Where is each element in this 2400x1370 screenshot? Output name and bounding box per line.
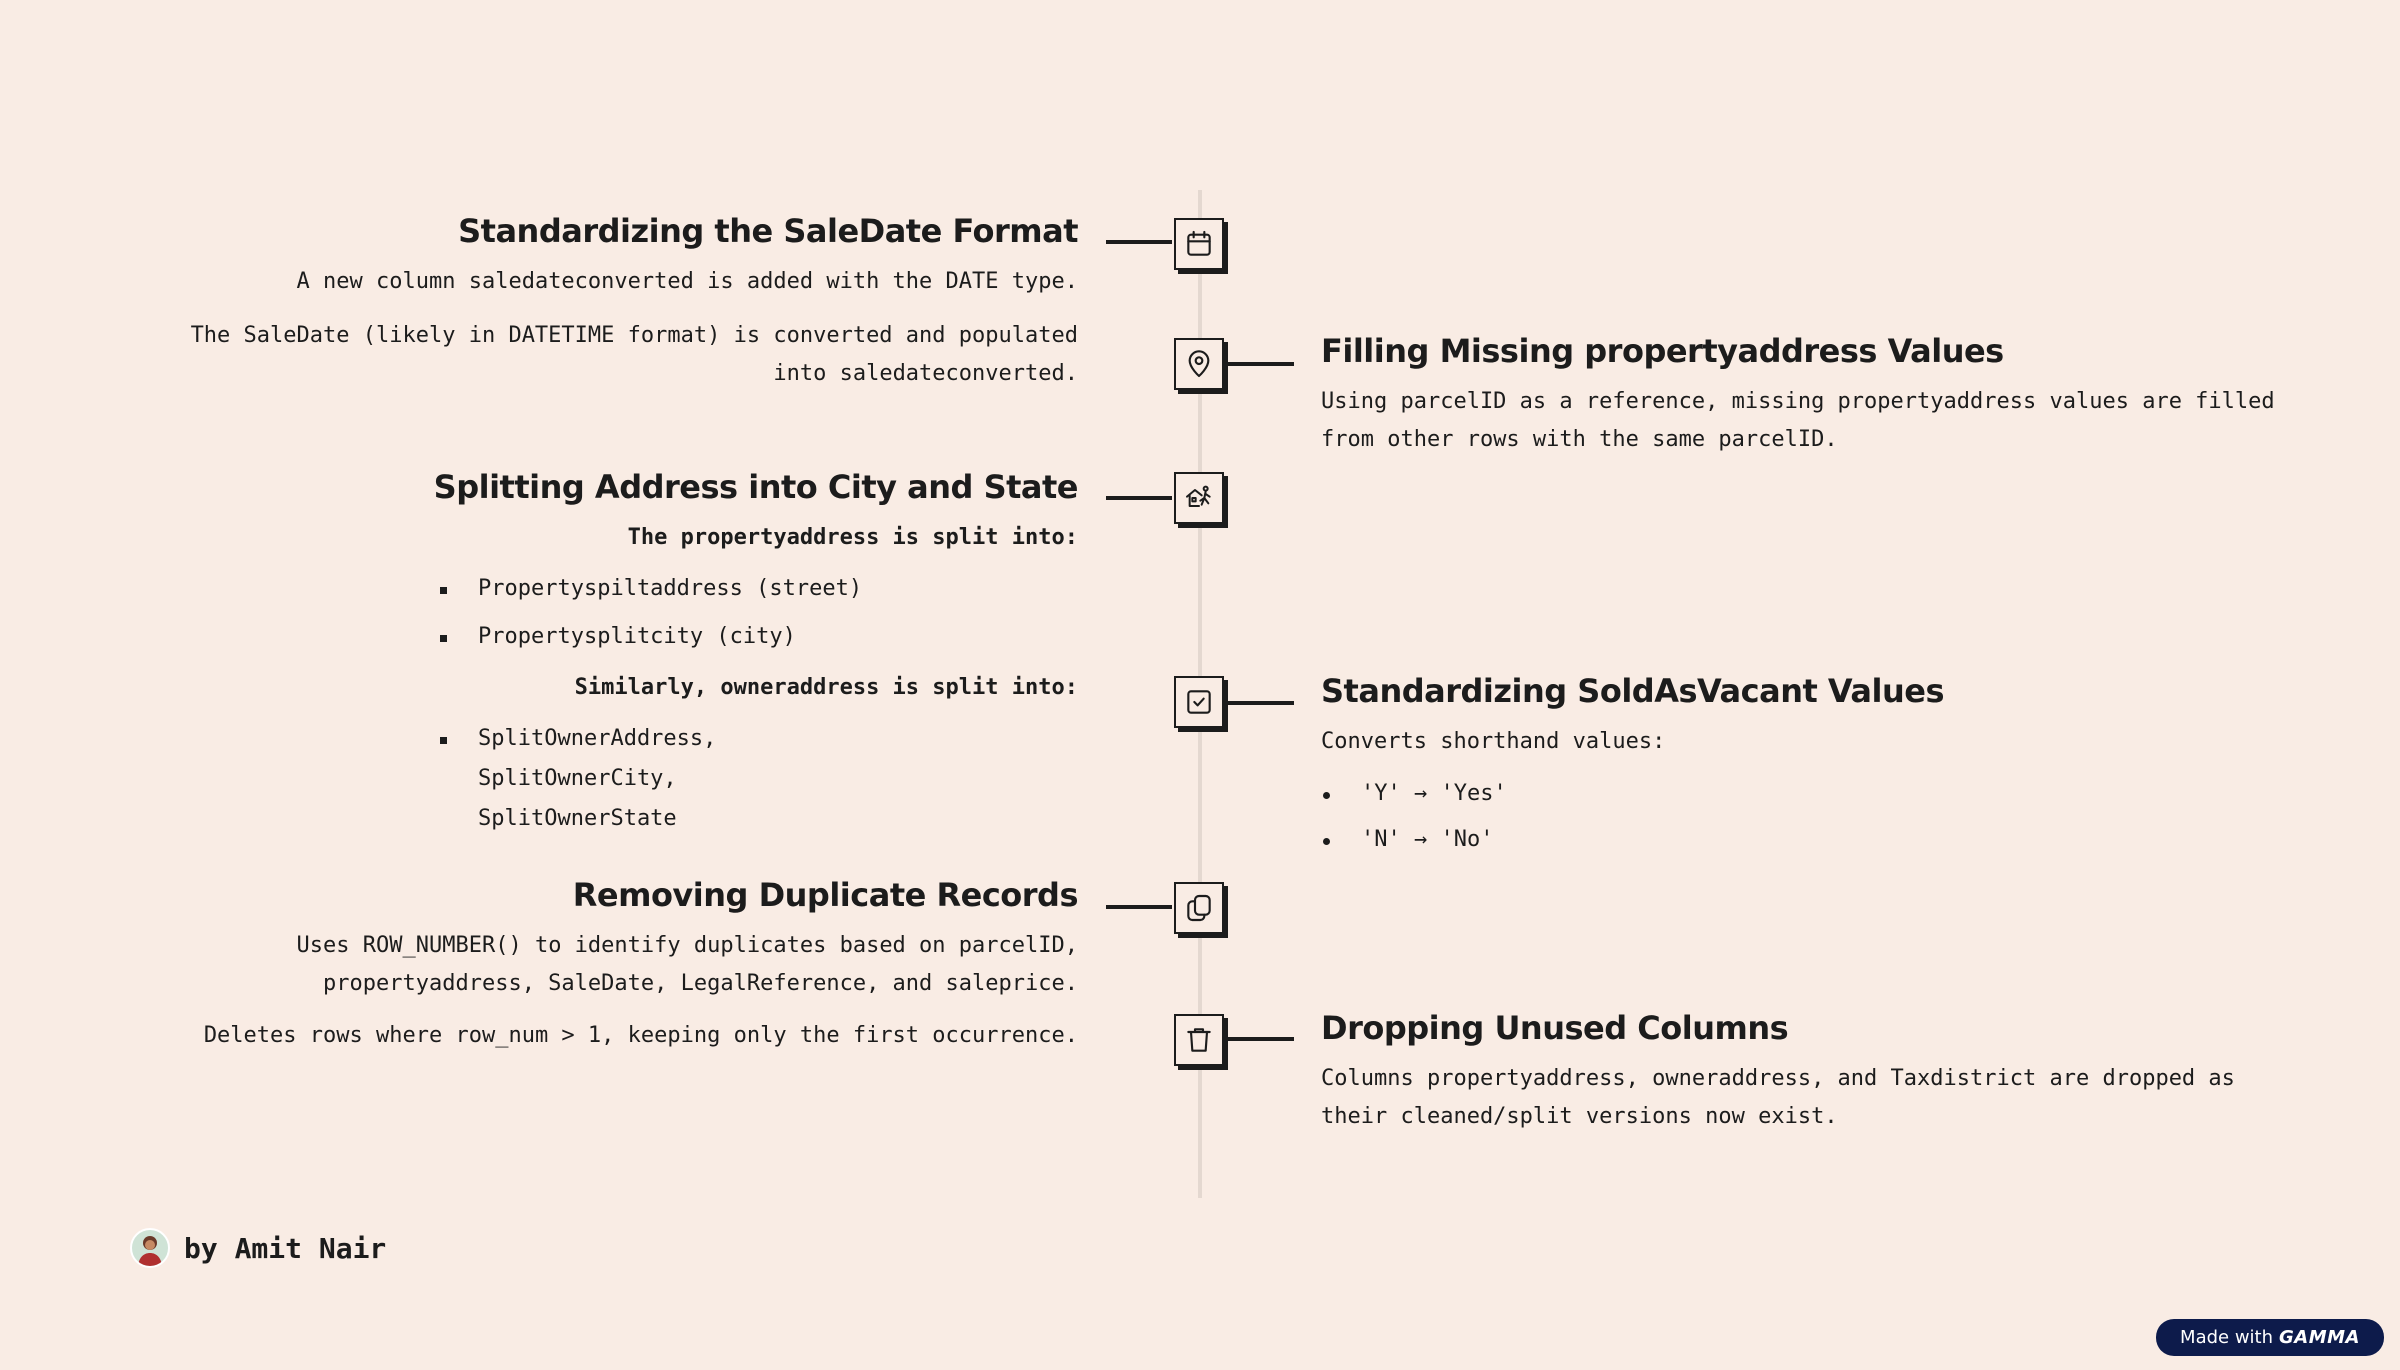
entry-text: The SaleDate (likely in DATETIME format) is converted and populated into saledateconverted.	[190, 323, 1078, 386]
list-item: SplitOwnerAddress, SplitOwnerCity, SplitOwnerState	[440, 719, 880, 839]
calendar-icon	[1174, 218, 1224, 270]
entry-title: Standardizing SoldAsVacant Values	[1321, 672, 1945, 710]
bullet-list	[1321, 771, 2281, 863]
entry-text: Deletes rows where row_num > 1, keeping only the first occurrence.	[203, 1023, 1078, 1048]
entry-text: Using parcelID as a reference, missing propertyaddress values are filled from other rows with the same parcelID.	[1321, 389, 2275, 452]
bullet-list	[440, 569, 1078, 657]
entry-title: Standardizing the SaleDate Format	[458, 212, 1078, 250]
author-credit	[130, 1228, 386, 1268]
entry-text: Uses ROW_NUMBER() to identify duplicates based on parcelID, propertyaddress, SaleDate, LegalReference, and saleprice.	[296, 933, 1078, 996]
entry-title: Removing Duplicate Records	[572, 876, 1078, 914]
list-item: 'Y' → 'Yes'	[1321, 771, 2281, 817]
timeline-entry-saledate	[140, 211, 1078, 393]
timeline-entry-split-address	[140, 467, 1078, 839]
entry-text: Columns propertyaddress, owneraddress, and Taxdistrict are dropped as their cleaned/split versions now exist.	[1321, 1066, 2235, 1129]
list-item: Propertyspiltaddress (street)	[440, 569, 1078, 609]
checkbox-icon	[1174, 676, 1224, 728]
map-pin-icon	[1174, 338, 1224, 390]
connector-line	[1106, 240, 1172, 244]
house-walker-icon	[1174, 472, 1224, 524]
entry-lead: Similarly, owneraddress is split into:	[574, 675, 1078, 700]
list-item: Propertysplitcity (city)	[440, 617, 1078, 657]
gamma-logo: GAMMA	[2279, 1327, 2360, 1348]
timeline-entry-propertyaddress	[1321, 331, 2281, 459]
connector-line	[1106, 496, 1172, 500]
connector-line	[1228, 1037, 1294, 1041]
connector-line	[1228, 362, 1294, 366]
entry-text: A new column saledateconverted is added with the DATE type.	[296, 269, 1078, 294]
connector-line	[1106, 905, 1172, 909]
badge-prefix: Made with	[2180, 1327, 2274, 1348]
made-with-gamma-badge[interactable]	[2156, 1319, 2384, 1356]
entry-lead: The propertyaddress is split into:	[627, 525, 1078, 550]
timeline-entry-drop-columns	[1321, 1008, 2281, 1136]
list-item: 'N' → 'No'	[1321, 817, 2281, 863]
connector-line	[1228, 701, 1294, 705]
entry-title: Splitting Address into City and State	[433, 468, 1078, 506]
avatar	[130, 1228, 170, 1268]
entry-title: Dropping Unused Columns	[1321, 1009, 1789, 1047]
bullet-list	[440, 719, 880, 839]
trash-icon	[1174, 1014, 1224, 1066]
author-name: by Amit Nair	[184, 1231, 387, 1265]
copy-icon	[1174, 882, 1224, 934]
timeline-entry-soldasvacant	[1321, 671, 2281, 863]
timeline-entry-duplicates	[140, 875, 1078, 1055]
entry-title: Filling Missing propertyaddress Values	[1321, 332, 2004, 370]
entry-lead: Converts shorthand values:	[1321, 729, 1666, 754]
